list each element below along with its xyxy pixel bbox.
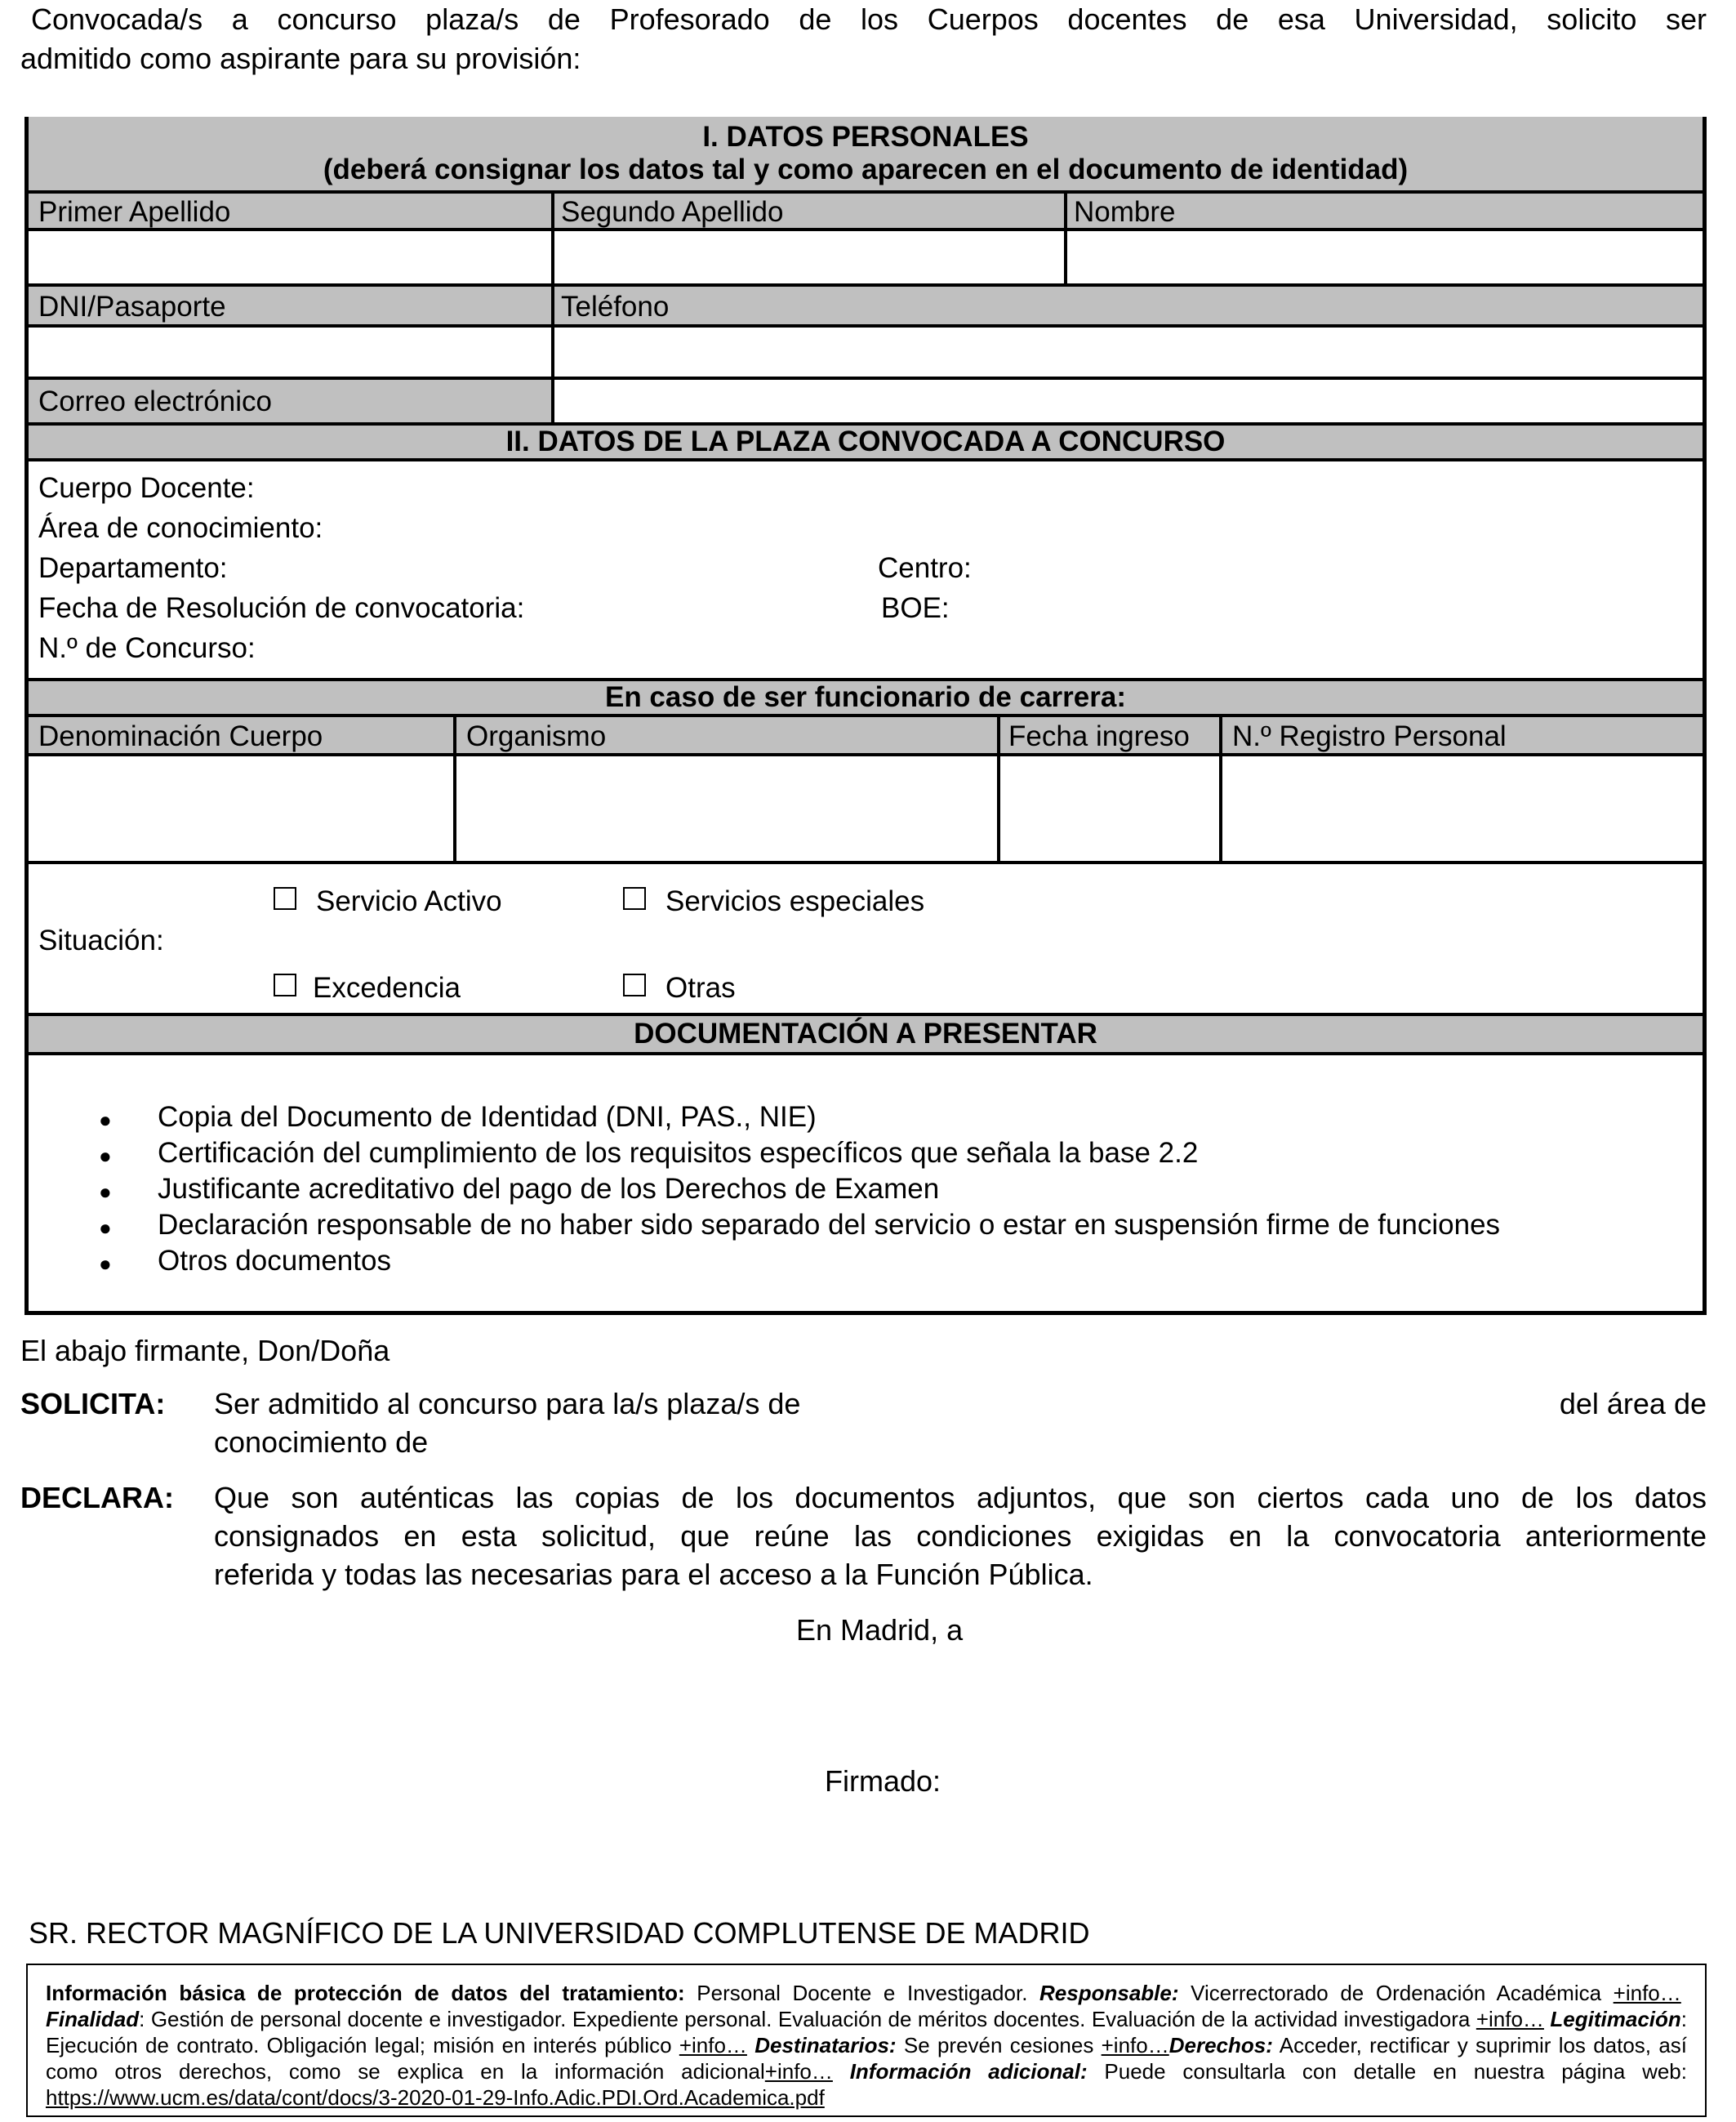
option-otras: Otras	[665, 972, 736, 1004]
label-area: Área de conocimiento:	[38, 512, 323, 544]
bullet-icon: ●	[99, 1215, 112, 1240]
id-labels-row	[29, 287, 1703, 328]
destinatario: SR. RECTOR MAGNÍFICO DE LA UNIVERSIDAD COMPLUTENSE DE MADRID	[29, 1916, 1090, 1950]
declara-line-2: consignados en esta solicitud, que reúne las condiciones exigidas en la convocatoria anteriormente	[214, 1519, 1707, 1553]
solicita-text-2: conocimiento de	[214, 1425, 429, 1459]
privacy-text: Personal Docente e Investigador.	[684, 1981, 1040, 2005]
privacy-notice	[26, 1964, 1707, 2117]
label-numero-concurso: N.º de Concurso:	[38, 632, 256, 664]
divider	[551, 287, 554, 380]
privacy-legitimacion: : Ejecución de contrato. Obligación legal; misión en interés público	[46, 2007, 1687, 2057]
privacy-finalidad-label: Finalidad	[46, 2007, 140, 2031]
privacy-adicional-label: Información adicional:	[849, 2059, 1088, 2084]
divider	[1064, 194, 1067, 287]
section-plaza-header	[29, 422, 1703, 461]
privacy-title: Información básica de protección de datos del tratamiento:	[46, 1981, 685, 2005]
doc-item: Copia del Documento de Identidad (DNI, PAS., NIE)	[158, 1101, 817, 1133]
denominacion-cuerpo-field[interactable]	[29, 756, 453, 861]
dni-field[interactable]	[29, 328, 551, 377]
option-excedencia: Excedencia	[313, 972, 461, 1004]
declara-label: DECLARA:	[20, 1481, 174, 1514]
doc-item: Otros documentos	[158, 1245, 391, 1277]
organismo-field[interactable]	[456, 756, 997, 861]
label-cuerpo-docente: Cuerpo Docente:	[38, 472, 255, 504]
col-organismo: Organismo	[466, 720, 607, 752]
privacy-derechos-label: Derechos:	[1168, 2033, 1273, 2057]
bullet-icon: ●	[99, 1179, 112, 1204]
info-link[interactable]: +info…	[1476, 2007, 1544, 2031]
solicita-label: SOLICITA:	[20, 1387, 166, 1420]
info-link[interactable]: +info…	[679, 2033, 747, 2057]
label-situacion: Situación:	[38, 925, 164, 956]
option-servicios-especiales: Servicios especiales	[665, 885, 925, 917]
label-boe: BOE:	[881, 592, 950, 624]
privacy-responsable: Vicerrectorado de Ordenación Académica	[1178, 1981, 1614, 2005]
doc-item: Justificante acreditativo del pago de los Derechos de Examen	[158, 1173, 940, 1205]
declara-line-1: Que son auténticas las copias de los documentos adjuntos, que son ciertos cada uno de los datos	[214, 1481, 1707, 1514]
correo-field[interactable]	[554, 380, 1703, 422]
checkbox-excedencia[interactable]	[274, 974, 296, 996]
checkbox-servicio-activo[interactable]	[274, 887, 296, 910]
info-link[interactable]: +info…	[1101, 2033, 1169, 2057]
lugar-fecha: En Madrid, a	[796, 1613, 964, 1647]
option-servicio-activo: Servicio Activo	[316, 885, 502, 917]
documentacion-header	[29, 1013, 1703, 1055]
privacy-responsable-label: Responsable:	[1039, 1981, 1179, 2005]
documentacion-title: DOCUMENTACIÓN A PRESENTAR	[634, 1018, 1097, 1050]
privacy-derechos: Acceder, rectificar y suprimir los datos, así como otros derechos, como se explica en la información adicional	[46, 2033, 1687, 2084]
label-segundo-apellido: Segundo Apellido	[561, 196, 784, 228]
bullet-icon: ●	[99, 1143, 112, 1168]
col-fecha-ingreso: Fecha ingreso	[1008, 720, 1190, 752]
label-correo: Correo electrónico	[38, 386, 272, 417]
label-centro: Centro:	[878, 552, 972, 584]
section-personal-title: I. DATOS PERSONALES	[702, 121, 1029, 153]
divider	[551, 194, 554, 287]
info-link[interactable]: +info…	[764, 2059, 833, 2084]
privacy-adicional: Puede consultarla con detalle en nuestra página web:	[1087, 2059, 1687, 2084]
funcionario-header	[29, 678, 1703, 717]
label-fecha-resolucion: Fecha de Resolución de convocatoria:	[38, 592, 525, 624]
privacy-destinatarios: Se prevén cesiones	[896, 2033, 1102, 2057]
label-departamento: Departamento:	[38, 552, 228, 584]
bullet-icon: ●	[99, 1108, 112, 1132]
divider	[29, 861, 1703, 864]
privacy-destinatarios-label: Destinatarios:	[754, 2033, 897, 2057]
info-link[interactable]: +info…	[1613, 1981, 1681, 2005]
label-dni: DNI/Pasaporte	[38, 291, 226, 323]
label-telefono: Teléfono	[561, 291, 670, 323]
solicita-text-1: Ser admitido al concurso para la/s plaza/s de	[214, 1387, 801, 1420]
intro-line-1: Convocada/s a concurso plaza/s de Profesorado de los Cuerpos docentes de esa Universidad, solicito ser	[31, 2, 1707, 36]
col-registro-personal: N.º Registro Personal	[1232, 720, 1507, 752]
primer-apellido-field[interactable]	[29, 231, 551, 283]
privacy-finalidad: : Gestión de personal docente e investigador. Expediente personal. Evaluación de méritos docentes. Evaluación de la actividad investigadora	[139, 2007, 1476, 2031]
declara-line-3: referida y todas las necesarias para el acceso a la Función Pública.	[214, 1558, 1093, 1591]
section-plaza-title: II. DATOS DE LA PLAZA CONVOCADA A CONCURSO	[505, 426, 1226, 457]
privacy-legitimacion-label: Legitimación	[1550, 2007, 1681, 2031]
nombre-field[interactable]	[1067, 231, 1703, 283]
label-nombre: Nombre	[1074, 196, 1176, 228]
doc-item: Declaración responsable de no haber sido separado del servicio o estar en suspensión firme de funciones	[158, 1209, 1501, 1241]
checkbox-otras[interactable]	[623, 974, 646, 996]
firmado-label: Firmado:	[825, 1764, 941, 1798]
intro-line-2: admitido como aspirante para su provisión:	[20, 42, 581, 75]
firmante-label: El abajo firmante, Don/Doña	[20, 1334, 390, 1367]
solicita-text-right: del área de	[1559, 1387, 1707, 1420]
col-denominacion-cuerpo: Denominación Cuerpo	[38, 720, 323, 752]
label-primer-apellido: Primer Apellido	[38, 196, 231, 228]
bullet-icon: ●	[99, 1251, 112, 1276]
fecha-ingreso-field[interactable]	[1000, 756, 1219, 861]
telefono-field[interactable]	[554, 328, 1703, 377]
doc-item: Certificación del cumplimiento de los requisitos específicos que señala la base 2.2	[158, 1137, 1199, 1169]
funcionario-title: En caso de ser funcionario de carrera:	[604, 681, 1126, 713]
section-personal-header	[29, 117, 1703, 194]
section-personal-subtitle: (deberá consignar los datos tal y como aparecen en el documento de identidad)	[323, 154, 1409, 185]
privacy-url-link[interactable]: https://www.ucm.es/data/cont/docs/3-2020-01-29-Info.Adic.PDI.Ord.Academica.pdf	[46, 2085, 825, 2110]
checkbox-servicios-especiales[interactable]	[623, 887, 646, 910]
segundo-apellido-field[interactable]	[554, 231, 1064, 283]
name-labels-row	[29, 194, 1703, 231]
registro-personal-field[interactable]	[1222, 756, 1703, 861]
application-form	[24, 117, 1707, 1315]
